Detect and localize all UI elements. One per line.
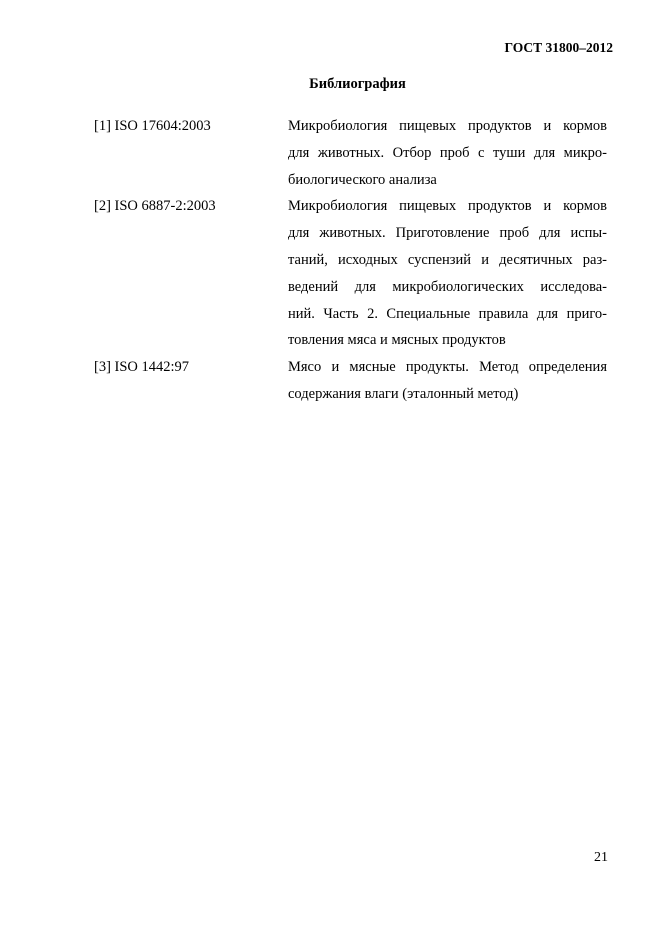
reference-line: содержания влаги (эталонный метод) — [288, 385, 519, 402]
reference-label: [2] ISO 6887-2:2003 — [94, 198, 216, 215]
document-header: ГОСТ 31800–2012 — [504, 40, 613, 55]
reference-text — [288, 193, 607, 354]
reference-line: ний. Часть 2. Специальные правила для приго- — [288, 305, 607, 322]
reference-label: [3] ISO 1442:97 — [94, 359, 190, 376]
reference-line: таний, исходных суспензий и десятичных раз- — [288, 251, 607, 268]
reference-line: для животных. Отбор проб с туши для микро- — [288, 144, 607, 161]
reference-item — [94, 354, 607, 408]
reference-line: для животных. Приготовление проб для испы- — [288, 225, 607, 242]
reference-item — [94, 193, 607, 354]
reference-label: [1] ISO 17604:2003 — [94, 118, 211, 134]
reference-line: биологического анализа — [288, 171, 437, 188]
reference-line: Микробиология пищевых продуктов и кормов — [288, 118, 607, 134]
reference-line: товления мяса и мясных продуктов — [288, 332, 506, 349]
bibliography-list — [94, 113, 607, 408]
page-number: 21 — [594, 850, 608, 865]
section-title: Библиография — [309, 76, 406, 92]
reference-item — [94, 113, 607, 193]
reference-line: Мясо и мясные продукты. Метод определения — [288, 359, 607, 376]
reference-line: Микробиология пищевых продуктов и кормов — [288, 198, 607, 215]
reference-text — [288, 113, 607, 193]
reference-text — [288, 354, 607, 408]
reference-line: ведений для микробиологических исследова- — [288, 278, 607, 295]
